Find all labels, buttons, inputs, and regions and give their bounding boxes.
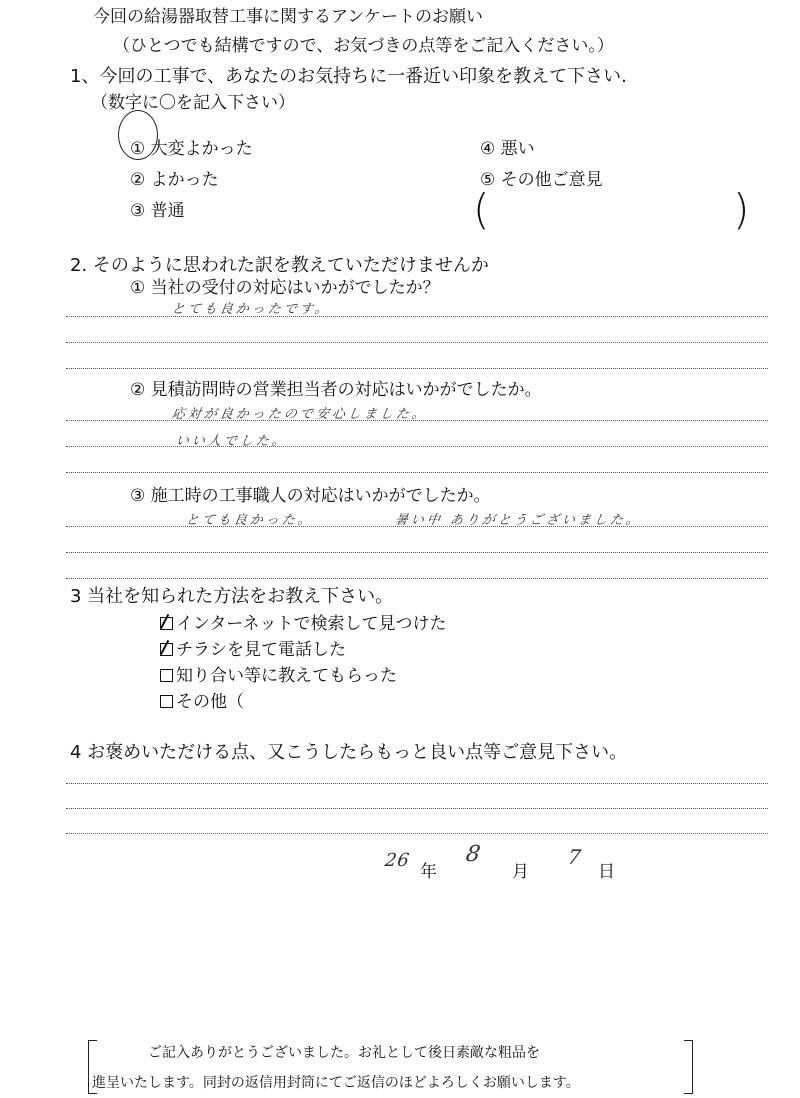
q2-sub3: ③ 施工時の工事職人の対応はいかがでしたか。 (130, 486, 491, 506)
q1-paren-close: ) (733, 185, 750, 234)
q1-option-5[interactable]: ⑤ その他ご意見 (480, 170, 603, 190)
checkbox[interactable] (160, 669, 173, 682)
answer-line (66, 783, 768, 784)
checkbox-checked[interactable] (160, 643, 173, 656)
answer-line (66, 472, 768, 473)
q2-answer3b: 暑い中 ありがとうございました。 (393, 513, 643, 528)
q2-answer1: とても良かったです。 (170, 302, 332, 317)
q2-answer2a: 応対が良かったので安心しました。 (170, 407, 429, 422)
answer-line (66, 368, 768, 369)
answer-line (66, 578, 768, 579)
answer-line (66, 446, 768, 447)
q3-option-label: インターネットで検索して見つけた (176, 614, 447, 634)
q3-option-label: 知り合い等に教えてもらった (176, 666, 397, 686)
q3-option-referral[interactable] (160, 661, 397, 686)
date-month: 8 (464, 842, 485, 867)
q1-option-3[interactable]: ③ 普通 (130, 201, 185, 221)
date-month-label: 月 (512, 862, 529, 882)
date-day: 7 (566, 845, 586, 869)
q3-option-internet[interactable] (160, 609, 446, 634)
q3-option-flyer[interactable] (160, 635, 346, 660)
answer-line (66, 420, 768, 421)
q3-option-label: チラシを見て電話した (176, 640, 346, 660)
answer-line (66, 526, 768, 527)
q1-question: 1、今回の工事で、あなたのお気持ちに一番近い印象を教えて下さい. (70, 66, 627, 87)
form-title: 今回の給湯器取替工事に関するアンケートのお願い (93, 7, 483, 27)
date-day-label: 日 (598, 862, 615, 882)
answer-line (66, 342, 768, 343)
answer-line (66, 808, 768, 809)
q3-option-other[interactable] (160, 687, 244, 712)
footer-bracket-right (684, 1040, 693, 1094)
q1-option-2[interactable]: ② よかった (130, 170, 219, 190)
q1-option-1[interactable]: ① 大変よかった (130, 139, 253, 159)
q3-option-label: その他（ (176, 692, 244, 712)
q2-answer2b: いい人でした。 (174, 434, 289, 449)
answer-line (66, 552, 768, 553)
q2-answer3a: とても良かった。 (184, 513, 315, 528)
answer-line (66, 833, 768, 834)
footer-line1: ご記入ありがとうございました。お礼として後日素敵な粗品を (148, 1045, 540, 1061)
footer-line2: 進呈いたします。同封の返信用封筒にてご返信のほどよろしくお願いします。 (92, 1075, 580, 1091)
q1-option-4[interactable]: ④ 悪い (480, 139, 535, 159)
q3-question: 3 当社を知られた方法をお教え下さい。 (70, 586, 394, 607)
q2-sub2: ② 見積訪問時の営業担当者の対応はいかがでしたか。 (130, 380, 542, 400)
form-subtitle: （ひとつでも結構ですので、お気づきの点等をご記入ください。） (113, 36, 614, 56)
q4-question: 4 お褒めいただける点、又こうしたらもっと良い点等ご意見下さい。 (70, 742, 628, 763)
date-year: 26 (383, 850, 412, 871)
checkbox[interactable] (160, 695, 173, 708)
checkbox-checked[interactable] (160, 617, 173, 630)
q1-instruction: （数字に〇を記入下さい） (91, 93, 295, 113)
q2-question: 2. そのように思われた訳を教えていただけませんか (70, 255, 489, 276)
answer-line (66, 316, 768, 317)
q2-sub1: ① 当社の受付の対応はいかがでしたか？ (130, 278, 440, 298)
date-year-label: 年 (420, 862, 437, 882)
q1-paren-open: ( (473, 185, 490, 234)
